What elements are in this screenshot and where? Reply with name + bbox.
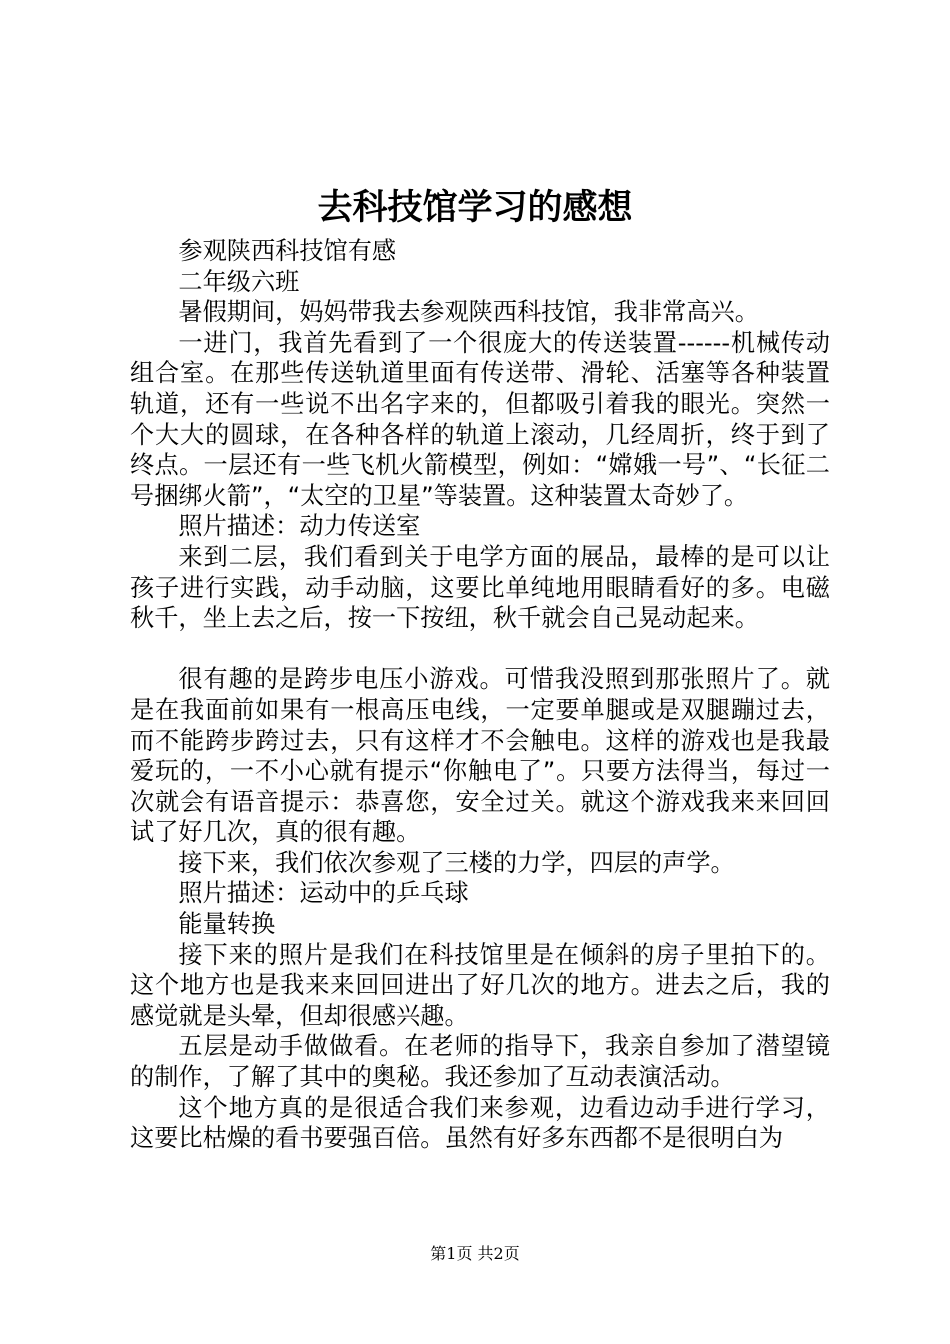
paragraph-class: 二年级六班 — [178, 267, 300, 296]
page-footer: 第1页 共2页 — [430, 1244, 520, 1263]
paragraph: 接下来的照片是我们在科技馆里是在倾斜的房子里拍下的。这个地方也是我来来回回进出了好几次的地方。进去之后，我的感觉就是头晕，但却很感兴趣。 — [130, 940, 830, 1030]
paragraph: 一进门，我首先看到了一个很庞大的传送装置------机械传动组合室。在那些传送轨道里面有传送带、滑轮、活塞等各种装置轨道，还有一些说不出名字来的，但都吸引着我的眼光。突然一个大大的圆球，在各种各样的轨道上滚动，几经周折，终于到了终点。一层还有一些飞机火箭模型，例如：“嫦娥一号”、“长征二号捆绑火箭”，“太空的卫星”等装置。这种装置太奇妙了。 — [130, 328, 830, 510]
photo-caption: 能量转换 — [178, 910, 276, 939]
paragraph: 很有趣的是跨步电压小游戏。可惜我没照到那张照片了。就是在我面前如果有一根高压电线，一定要单腿或是双腿蹦过去，而不能跨步跨过去，只有这样才不会触电。这样的游戏也是我最爱玩的，一不小心就有提示“你触电了”。只要方法得当，每过一次就会有语音提示：恭喜您，安全过关。就这个游戏我来来回回试了好几次，真的很有趣。 — [130, 665, 830, 847]
photo-caption: 照片描述：动力传送室 — [178, 512, 421, 541]
document-body — [130, 236, 830, 1154]
paragraph: 暑假期间，妈妈带我去参观陕西科技馆，我非常高兴。 — [178, 298, 759, 327]
paragraph: 来到二层，我们看到关于电学方面的展品，最棒的是可以让孩子进行实践，动手动脑，这要比单纯地用眼睛看好的多。电磁秋千，坐上去之后，按一下按纽，秋千就会自己晃动起来。 — [130, 542, 830, 633]
paragraph: 这个地方真的是很适合我们来参观，边看边动手进行学习，这要比枯燥的看书要强百倍。虽然有好多东西都不是很明白为 — [130, 1093, 830, 1153]
paragraph: 五层是动手做做看。在老师的指导下，我亲自参加了潜望镜的制作，了解了其中的奥秘。我还参加了互动表演活动。 — [130, 1032, 830, 1092]
document-title: 去科技馆学习的感想 — [317, 187, 633, 228]
paragraph: 接下来，我们依次参观了三楼的力学，四层的声学。 — [178, 848, 735, 877]
photo-caption: 照片描述：运动中的乒乓球 — [178, 879, 469, 908]
paragraph-subtitle: 参观陕西科技馆有感 — [178, 237, 397, 265]
blank-line — [130, 634, 830, 665]
